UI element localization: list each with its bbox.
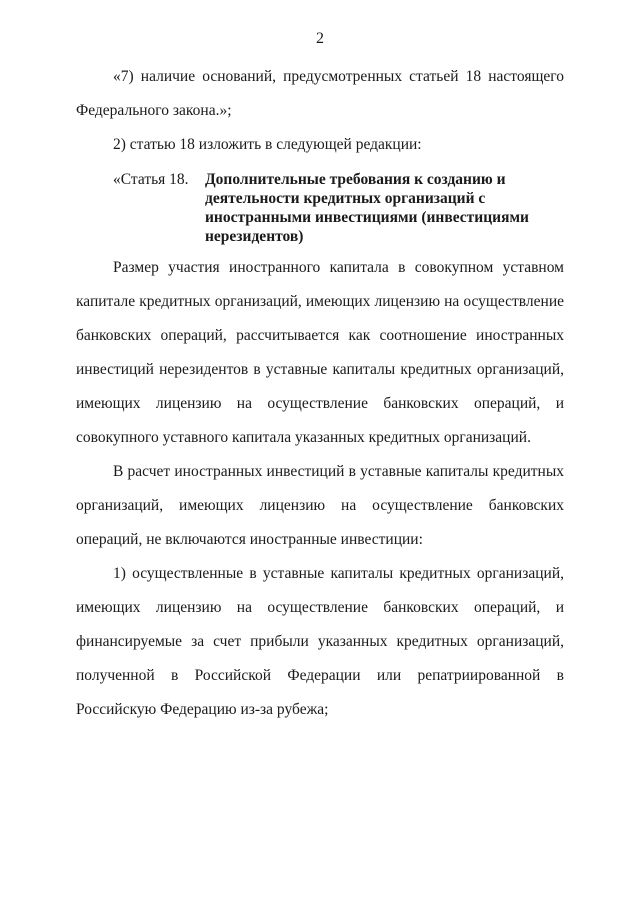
paragraph-item-7: «7) наличие оснований, предусмотренных статьей 18 настоящего Федерального закона.»; — [76, 68, 564, 119]
article-label: «Статья 18. — [113, 171, 189, 188]
page-number: 2 — [316, 30, 324, 47]
article-title: Дополнительные требования к созданию и деятельности кредитных организаций с иностранными инвестициями (инвестициями нерезидентов) — [205, 171, 529, 245]
paragraph-exclusion-1: 1) осуществленные в уставные капиталы кредитных организаций, имеющих лицензию на осуществление банковских операций, и финансируемые за счет прибыли указанных кредитных организаций, полученной в Российской Федерации или репатриированной в Российскую Федерацию из-за рубежа; — [76, 565, 564, 718]
paragraph-capital-share: Размер участия иностранного капитала в совокупном уставном капитале кредитных организаций, имеющих лицензию на осуществление банковских операций, рассчитывается как соотношение иностранных инвестиций нерезидентов в уставные капиталы кредитных организаций, имеющих лицензию на осуществление банковских операций, и совокупного уставного капитала указанных кредитных организаций. — [76, 259, 564, 446]
paragraph-amendment-2: 2) статью 18 изложить в следующей редакции: — [113, 136, 422, 153]
paragraph-exclusions-intro: В расчет иностранных инвестиций в уставные капиталы кредитных организаций, имеющих лицензию на осуществление банковских операций, не включаются иностранные инвестиции: — [76, 463, 564, 548]
